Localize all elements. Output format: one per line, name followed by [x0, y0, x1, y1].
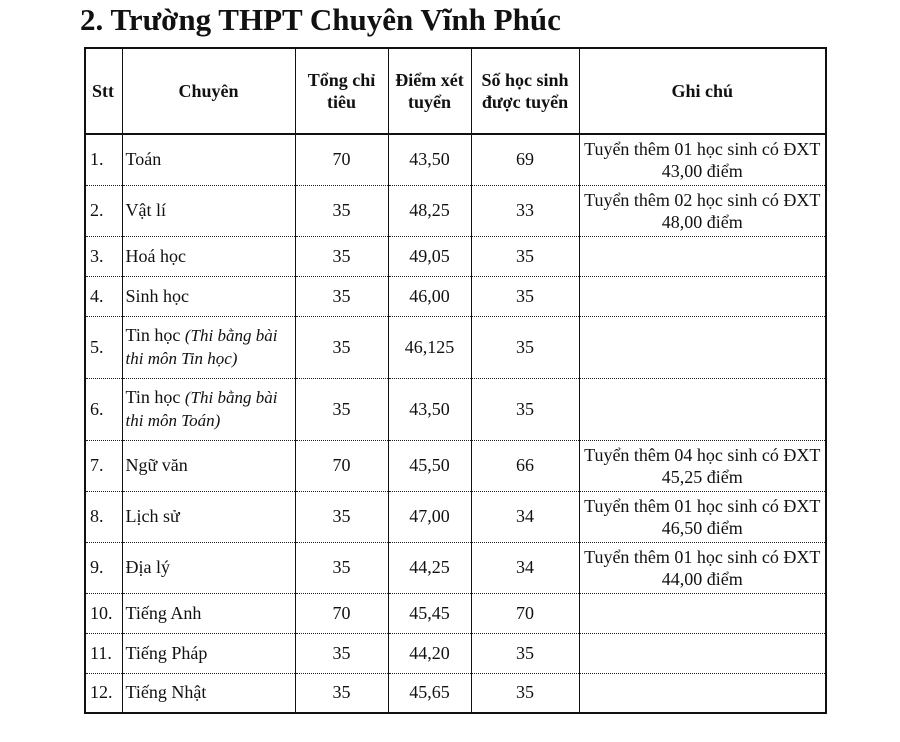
cell-admitted: 34 — [471, 491, 579, 542]
subject-name: Sinh học — [125, 285, 190, 306]
cell-note: Tuyển thêm 01 học sinh có ĐXT 43,00 điểm — [579, 134, 826, 185]
subject-note: (Thi bằng bài thi môn Toán) — [125, 388, 278, 430]
subject-name: Hoá học — [125, 245, 186, 266]
subject-name: Tiếng Anh — [125, 602, 202, 623]
cell-note: Tuyển thêm 02 học sinh có ĐXT 48,00 điểm — [579, 185, 826, 236]
cell-score: 49,05 — [388, 236, 471, 276]
subject-note: (Thi bằng bài thi môn Tin học) — [125, 326, 278, 368]
cell-score: 47,00 — [388, 491, 471, 542]
cell-stt: 9. — [85, 542, 122, 593]
cell-admitted: 70 — [471, 593, 579, 633]
cell-quota: 70 — [295, 440, 388, 491]
cell-subject — [122, 491, 295, 542]
subject-name: Tiếng Pháp — [125, 642, 208, 663]
cell-admitted: 35 — [471, 633, 579, 673]
cell-quota: 35 — [295, 673, 388, 713]
cell-score: 43,50 — [388, 134, 471, 185]
table-row — [85, 316, 826, 378]
cell-quota: 35 — [295, 491, 388, 542]
header-quota: Tổng chỉ tiêu — [295, 48, 388, 134]
header-subject: Chuyên — [122, 48, 295, 134]
cell-admitted: 33 — [471, 185, 579, 236]
subject-name: Tin học — [125, 325, 185, 345]
cell-note: Tuyển thêm 04 học sinh có ĐXT 45,25 điểm — [579, 440, 826, 491]
subject-name: Lịch sử — [125, 506, 180, 526]
cell-admitted: 66 — [471, 440, 579, 491]
subject-name: Toán — [125, 149, 162, 170]
admissions-table — [84, 47, 827, 714]
subject-name: Vật lí — [125, 200, 166, 220]
cell-stt: 11. — [85, 633, 122, 673]
header-admitted: Số học sinh được tuyển — [471, 48, 579, 134]
cell-score: 48,25 — [388, 185, 471, 236]
cell-subject — [122, 185, 295, 236]
subject-name: Ngữ văn — [125, 455, 188, 475]
cell-score: 43,50 — [388, 378, 471, 440]
cell-subject — [122, 236, 295, 276]
cell-subject — [122, 633, 295, 673]
cell-note — [579, 276, 826, 316]
cell-note — [579, 633, 826, 673]
cell-score: 44,25 — [388, 542, 471, 593]
cell-quota: 35 — [295, 236, 388, 276]
cell-quota: 35 — [295, 633, 388, 673]
cell-subject — [122, 316, 295, 378]
cell-stt: 4. — [85, 276, 122, 316]
table-row — [85, 236, 826, 276]
cell-stt: 3. — [85, 236, 122, 276]
cell-note: Tuyển thêm 01 học sinh có ĐXT 46,50 điểm — [579, 491, 826, 542]
table-row — [85, 542, 826, 593]
cell-stt: 2. — [85, 185, 122, 236]
cell-score: 46,00 — [388, 276, 471, 316]
table-row — [85, 440, 826, 491]
cell-quota: 35 — [295, 276, 388, 316]
cell-admitted: 69 — [471, 134, 579, 185]
table-row — [85, 491, 826, 542]
table-row — [85, 593, 826, 633]
page-title: 2. Trường THPT Chuyên Vĩnh Phúc — [80, 2, 561, 37]
cell-stt: 7. — [85, 440, 122, 491]
cell-stt: 5. — [85, 316, 122, 378]
cell-subject — [122, 440, 295, 491]
cell-stt: 12. — [85, 673, 122, 713]
cell-quota: 35 — [295, 378, 388, 440]
cell-stt: 10. — [85, 593, 122, 633]
cell-admitted: 35 — [471, 673, 579, 713]
cell-subject — [122, 134, 295, 185]
subject-name: Tiếng Nhật — [125, 682, 207, 703]
cell-admitted: 34 — [471, 542, 579, 593]
subject-name: Tin học — [125, 387, 185, 407]
header-stt: Stt — [85, 48, 122, 134]
cell-note: Tuyển thêm 01 học sinh có ĐXT 44,00 điểm — [579, 542, 826, 593]
cell-note — [579, 378, 826, 440]
cell-quota: 70 — [295, 593, 388, 633]
table-header-row — [85, 48, 826, 134]
cell-quota: 35 — [295, 542, 388, 593]
cell-score: 45,50 — [388, 440, 471, 491]
table-row — [85, 633, 826, 673]
cell-stt: 6. — [85, 378, 122, 440]
cell-note — [579, 673, 826, 713]
cell-quota: 35 — [295, 185, 388, 236]
table-row — [85, 185, 826, 236]
cell-admitted: 35 — [471, 276, 579, 316]
header-note: Ghi chú — [579, 48, 826, 134]
cell-subject — [122, 593, 295, 633]
cell-score: 45,45 — [388, 593, 471, 633]
cell-score: 44,20 — [388, 633, 471, 673]
cell-admitted: 35 — [471, 316, 579, 378]
subject-name: Địa lý — [125, 557, 170, 577]
cell-quota: 70 — [295, 134, 388, 185]
cell-stt: 8. — [85, 491, 122, 542]
table-row — [85, 378, 826, 440]
cell-note — [579, 316, 826, 378]
cell-admitted: 35 — [471, 236, 579, 276]
cell-subject — [122, 542, 295, 593]
cell-score: 46,125 — [388, 316, 471, 378]
cell-note — [579, 593, 826, 633]
cell-quota: 35 — [295, 316, 388, 378]
cell-subject — [122, 276, 295, 316]
cell-stt: 1. — [85, 134, 122, 185]
table-row — [85, 673, 826, 713]
cell-subject — [122, 378, 295, 440]
cell-score: 45,65 — [388, 673, 471, 713]
header-score: Điểm xét tuyển — [388, 48, 471, 134]
cell-admitted: 35 — [471, 378, 579, 440]
cell-note — [579, 236, 826, 276]
table-row — [85, 276, 826, 316]
cell-subject — [122, 673, 295, 713]
table-row — [85, 134, 826, 185]
